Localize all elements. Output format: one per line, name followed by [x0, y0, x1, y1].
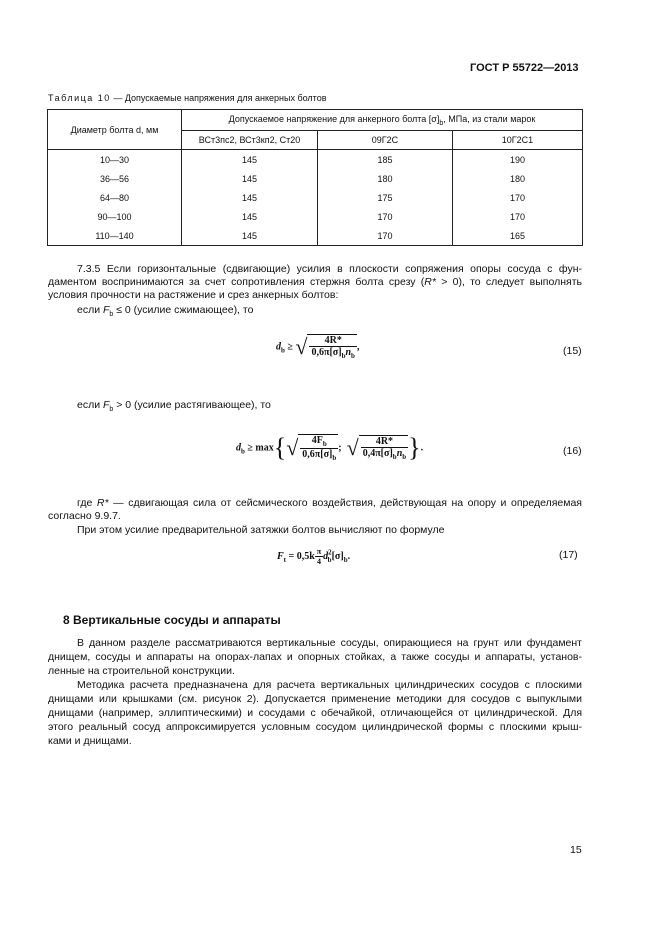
condition-tensile: если $F_b > 0$ (усилие растягивающее), то	[77, 399, 271, 414]
condition-compressive: если $F_b \le 0$ (усилие сжимающее), то	[77, 304, 254, 319]
section-line: днищами или крышками (см. рисунок 2). Допускается применение методики для сосудов с выпуклыми	[48, 693, 582, 705]
table-cell: 110—140	[48, 226, 182, 246]
radical-sign: √	[295, 334, 308, 359]
section-line: ками и днищами.	[48, 735, 132, 747]
section-line: этого реальный сосуд аппроксимируется условным сосудом цилиндрической формы с плоскими крыш-	[48, 721, 582, 733]
table-row	[48, 150, 583, 170]
table-subheader: 09Г2С	[318, 131, 453, 150]
table-cell: 36—56	[48, 169, 182, 188]
page-number: 15	[570, 844, 582, 856]
paragraph-line: При этом усилие предварительной затяжки болтов вычисляют по формуле	[77, 524, 445, 536]
section-line: Методика расчета предназначена для расчета вертикальных цилиндрических сосудов с плоскими	[77, 679, 582, 691]
table-subheader: ВСт3пс2, ВСт3кп2, Ст20	[182, 131, 318, 150]
section-line: днищами (например, эллиптическими) и сосудами с обечайкой, отличающейся от цилиндрической. Для	[48, 707, 582, 719]
table-cell: 175	[318, 188, 453, 207]
table-cell: 165	[453, 226, 583, 246]
table-cell: 90—100	[48, 207, 182, 226]
table-header-diameter: Диаметр болта d, мм	[48, 110, 182, 150]
table-subheader: 10Г2С1	[453, 131, 583, 150]
table-cell: 180	[318, 169, 453, 188]
table-cell: 170	[453, 207, 583, 226]
formula-16: $d_b \ge \max\{√$ $\frac{4F_b}{0,6\pi[\sigma]_b}$ ; √ $\frac{4R*}{0,4\pi[\sigma]_bn_b}$ }.	[236, 433, 424, 462]
table-cell: 145	[182, 207, 318, 226]
table-cell: 170	[453, 188, 583, 207]
table-row	[48, 226, 583, 246]
table-cell: 170	[318, 226, 453, 246]
table-caption-prefix: Таблица 10	[48, 93, 111, 103]
table-cell: 170	[318, 207, 453, 226]
table-cell: 190	[453, 150, 583, 170]
table-caption-text: — Допускаемые напряжения для анкерных болтов	[110, 93, 327, 103]
formula-17: $F_t = 0,5k$ $\frac{\pi}{4}$ $d^2_b[\sigma]_b$.	[277, 547, 351, 566]
paragraph-line: условия прочности на растяжение и срез анкерных болтов:	[48, 289, 339, 301]
document-id: ГОСТ Р 55722—2013	[470, 62, 579, 74]
paragraph-line: согласно 9.9.7.	[48, 510, 121, 522]
paragraph-line: где R* — сдвигающая сила от сейсмического воздействия, действующая на опору и определяемая	[77, 497, 582, 509]
paragraph-line: даментом воспринимаются за счет сопротивления стержня болта срезу (R* > 0), то следует выполнять	[48, 276, 582, 288]
table-row	[48, 207, 583, 226]
equation-number: (15)	[563, 345, 582, 357]
equation-number: (16)	[563, 445, 582, 457]
section-line: днищем, сосуды и аппараты на опорах-лапах и опорных стойках, а также сосуды и аппараты, установ-	[48, 651, 582, 663]
table-cell: 185	[318, 150, 453, 170]
table-row	[48, 169, 583, 188]
paragraph-line: 7.3.5 Если горизонтальные (сдвигающие) усилия в плоскости сопряжения опоры сосуда с фун-	[77, 263, 582, 275]
table-cell: 145	[182, 188, 318, 207]
table-cell: 145	[182, 169, 318, 188]
table-row	[48, 188, 583, 207]
table-cell: 145	[182, 150, 318, 170]
section-heading: 8 Вертикальные сосуды и аппараты	[63, 613, 281, 627]
table-caption	[48, 93, 326, 103]
bolt-stress-table	[47, 109, 583, 246]
section-line: ленные на строительной конструкции.	[48, 665, 235, 677]
table-cell: 180	[453, 169, 583, 188]
table-cell: 10—30	[48, 150, 182, 170]
formula-15: $d_b$ ≥ √ $\frac{4R*}{0,6\pi[\sigma]_bn_b}$ ,	[276, 334, 360, 360]
equation-number: (17)	[559, 549, 578, 561]
table-header-group: Допускаемое напряжение для анкерного болта $[\sigma]_b$, МПа, из стали марок	[182, 110, 583, 131]
table-cell: 145	[182, 226, 318, 246]
section-line: В данном разделе рассматриваются вертикальные сосуды, опирающиеся на грунт или фундамент	[77, 637, 582, 649]
table-cell: 64—80	[48, 188, 182, 207]
